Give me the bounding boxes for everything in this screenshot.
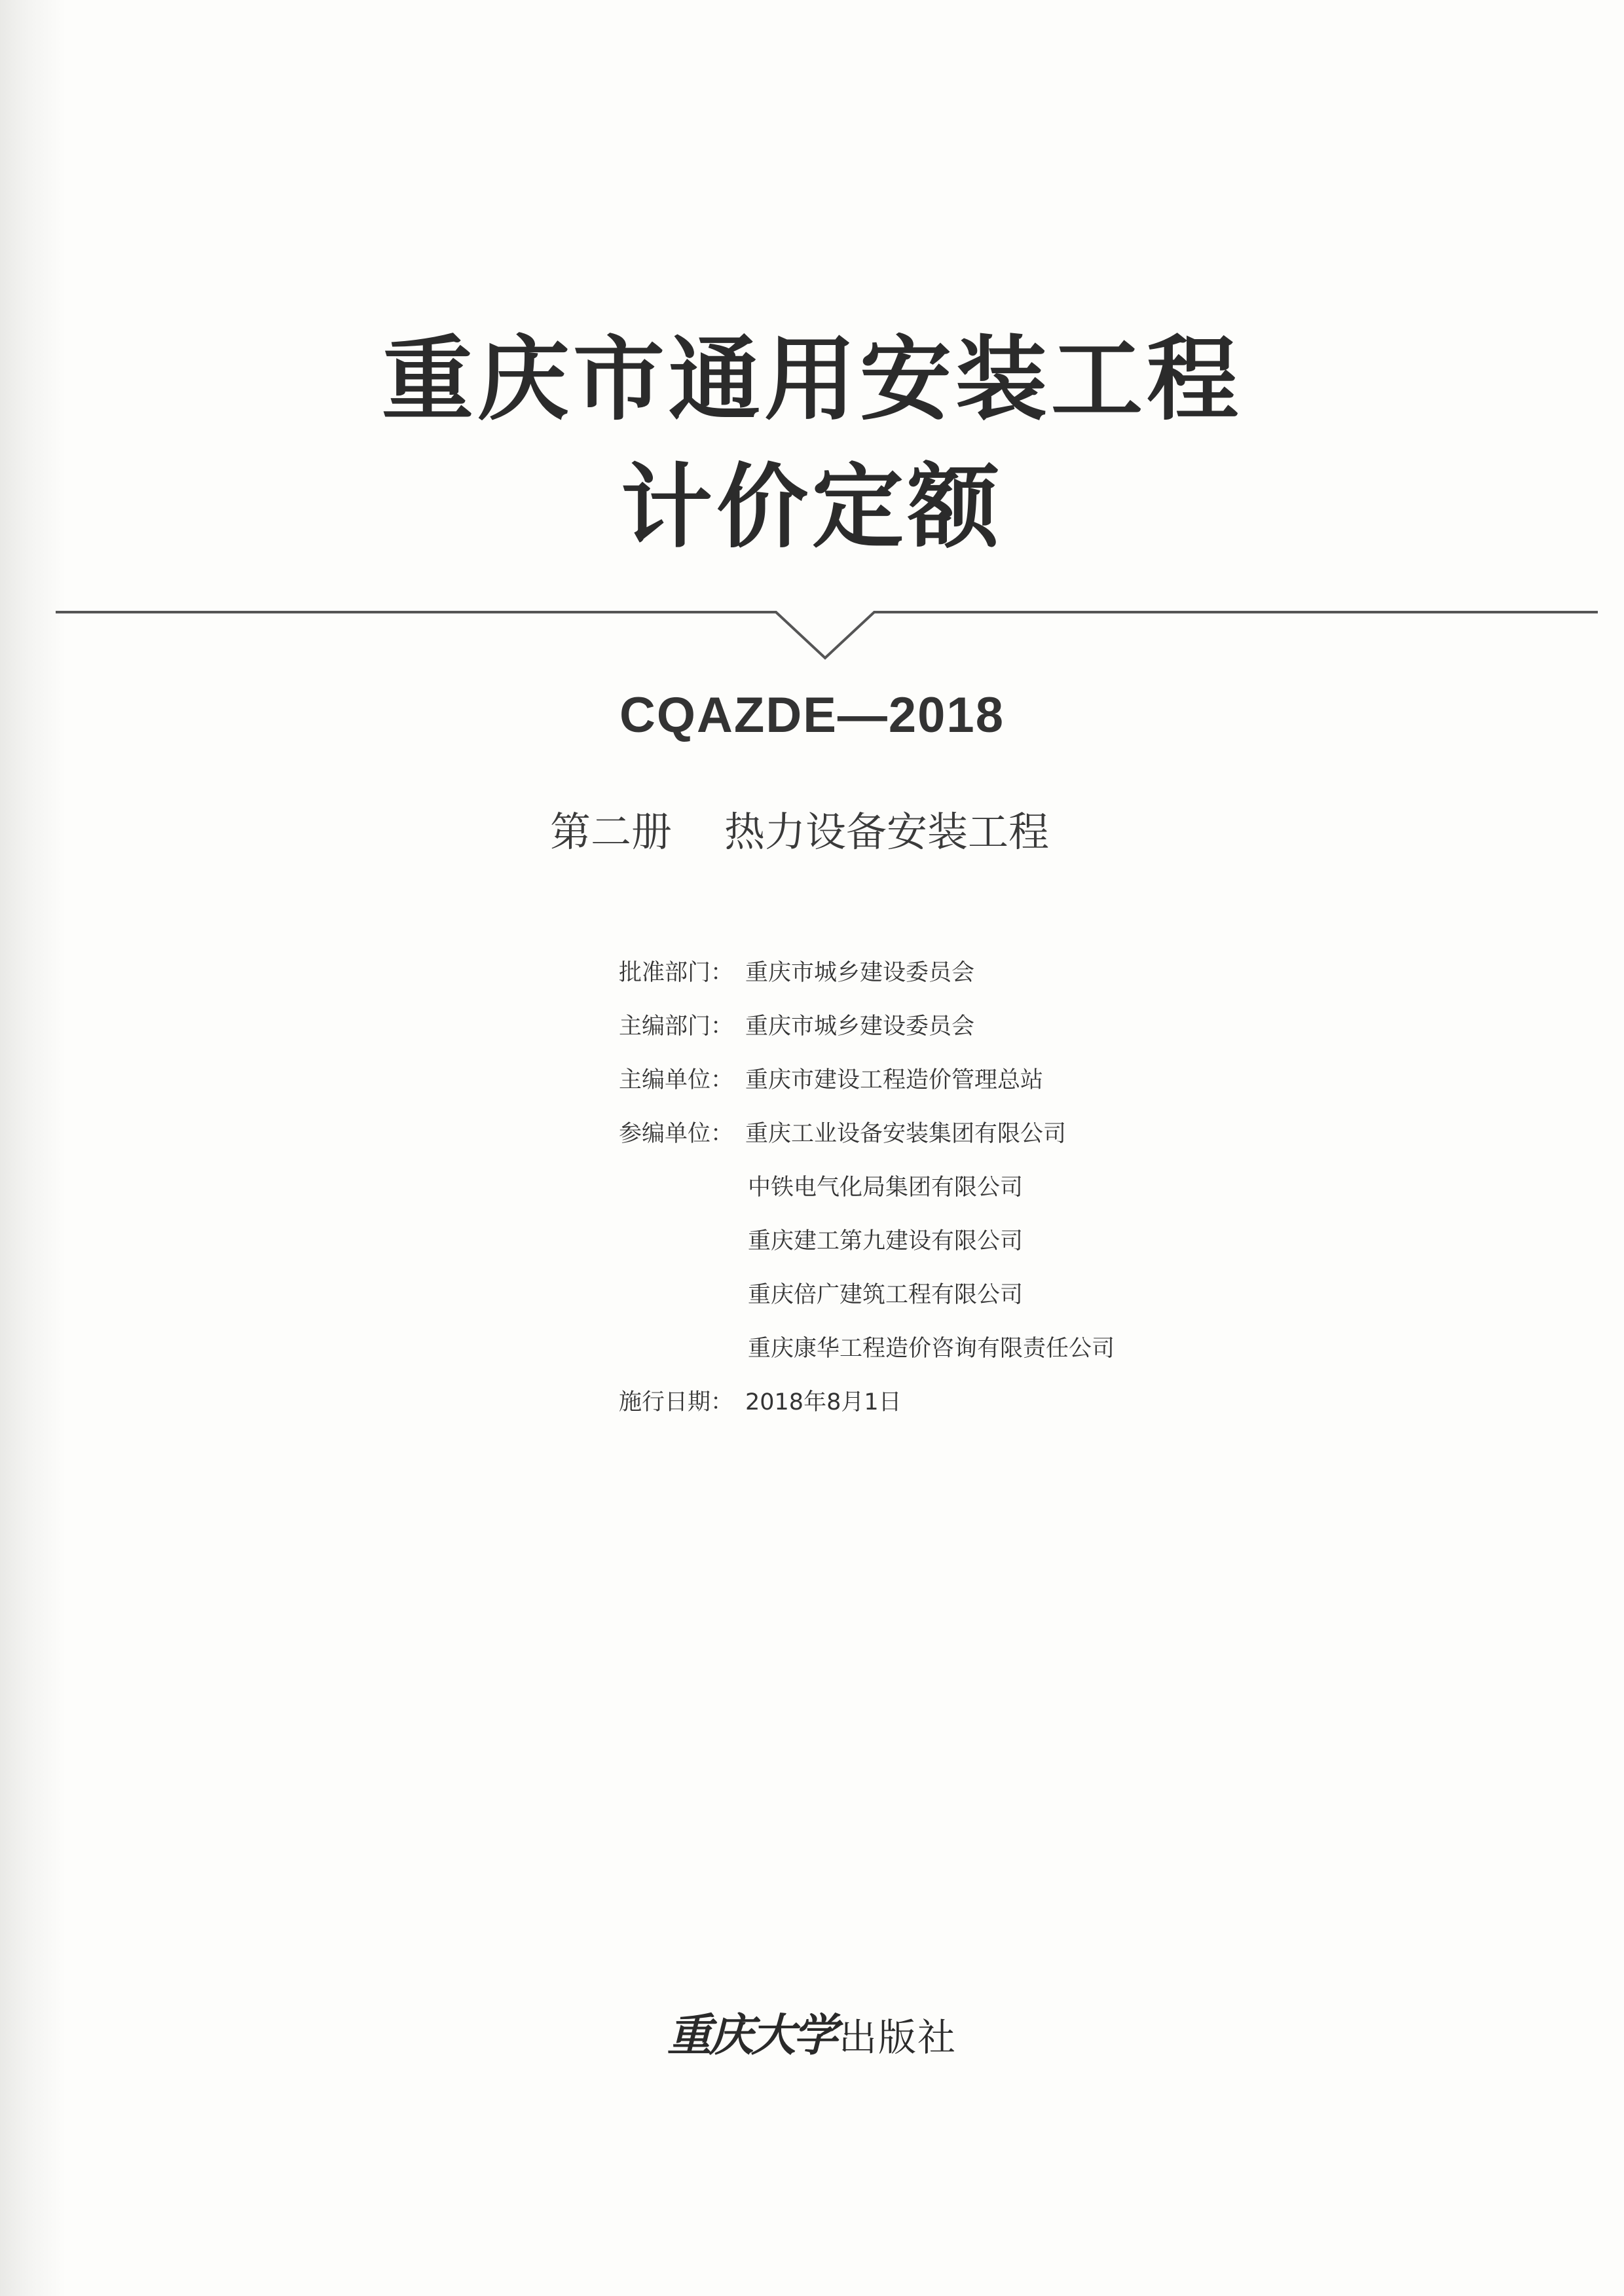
effective-date-value: 2018年8月1日: [745, 1389, 902, 1415]
participant-unit: 重庆建工第九建设有限公司: [748, 1228, 1024, 1254]
participant-unit: 重庆康华工程造价咨询有限责任公司: [748, 1336, 1115, 1362]
title-divider: [0, 0, 1624, 720]
publisher: [0, 2009, 1624, 2062]
participant-unit: 中铁电气化局集团有限公司: [748, 1175, 1024, 1201]
participants-label: 参编单位：: [619, 1121, 734, 1147]
title-line-2: 计价定额: [620, 454, 1003, 561]
publisher-suffix: 出版社: [839, 2015, 957, 2060]
chief-unit-label: 主编单位：: [619, 1067, 734, 1093]
publication-info: [619, 946, 1115, 1429]
approval-value: 重庆市城乡建设委员会: [745, 960, 975, 986]
info-row-participant: [619, 1322, 1115, 1376]
info-row-chief-dept: [619, 1000, 1115, 1053]
chief-dept-value: 重庆市城乡建设委员会: [745, 1013, 975, 1040]
info-row-participant: [619, 1214, 1115, 1268]
volume-heading: [550, 808, 1050, 856]
info-row-effective-date: [619, 1376, 1115, 1429]
info-row-participants: [619, 1107, 1115, 1161]
info-row-participant: [619, 1268, 1115, 1322]
volume-name: 热力设备安装工程: [724, 808, 1050, 856]
info-row-participant: [619, 1161, 1115, 1214]
info-row-chief-unit: [619, 1053, 1115, 1107]
chief-dept-label: 主编部门：: [619, 1013, 734, 1040]
effective-date-label: 施行日期：: [619, 1389, 734, 1415]
chief-unit-value: 重庆市建设工程造价管理总站: [745, 1067, 1044, 1093]
approval-label: 批准部门：: [619, 960, 734, 986]
participant-unit: 重庆工业设备安装集团有限公司: [745, 1121, 1067, 1147]
info-row-approval: [619, 946, 1115, 1000]
participant-unit: 重庆倍广建筑工程有限公司: [748, 1282, 1024, 1308]
standard-code: CQAZDE—2018: [619, 687, 1005, 743]
volume-number: 第二册: [550, 808, 673, 856]
publisher-logo: 重庆大学: [667, 2009, 835, 2062]
title-line-1: 重庆市通用安装工程: [381, 326, 1242, 433]
